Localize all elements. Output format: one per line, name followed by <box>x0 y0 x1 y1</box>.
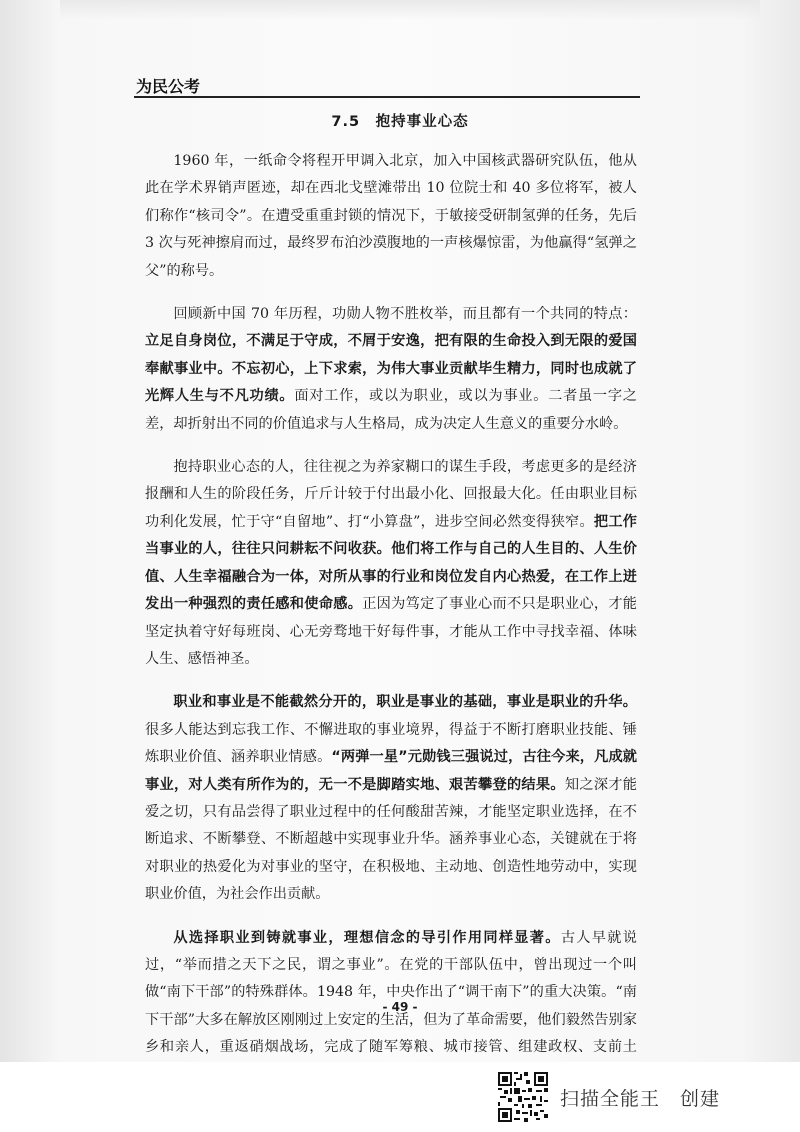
body-text <box>145 148 637 1132</box>
paragraph-4-text-a: 很多人能达到忘我工作、不懈进取的事业境界，得益于不断打磨职业技能、锤炼职业价值、涵养职业情感。 <box>145 721 637 766</box>
running-header: 为民公考 <box>136 77 201 96</box>
paragraph-2-bold: 立足自身岗位，不满足于守成，不屑于安逸，把有限的生命投入到无限的爱国奉献事业中。不忘初心，上下求索，为伟大事业贡献毕生精力，同时也成就了光辉人生与不凡功绩。 <box>145 333 637 405</box>
section-title: 7.5 抱持事业心态 <box>331 114 469 130</box>
header-rule <box>134 96 640 98</box>
paragraph-2 <box>145 301 637 438</box>
paragraph-2-text-b: 面对工作，或以为职业，或以为事业。二者虽一字之差，却折射出不同的价值追求与人生格局，成为决定人生意义的重要分水岭。 <box>145 388 637 432</box>
paragraph-5-text: 古人早就说过，“举而措之天下之民，谓之事业”。在党的干部队伍中，曾出现过一个叫做“南下干部”的特殊群体。1948 年，中央作出了“调干南下”的重大决策。“南下干部”大多在解放区刚刚过上安定的生活，但为了革命需要，他们毅然告别家乡和亲人，重返硝烟战场，完成了随军筹粮、城市接管、组建政权、支前土 <box>145 929 637 1056</box>
paragraph-3-text-b: 正因为笃定了事业心而不只是职业心，才能坚定执着守好每班岗、心无旁骛地干好每件事，才能从工作中寻找幸福、体味人生、感悟神圣。 <box>145 596 637 667</box>
paragraph-3 <box>145 454 637 673</box>
paragraph-2-text-a: 回顾新中国 70 年历程，功勋人物不胜枚举，而且都有一个共同的特点： <box>173 306 637 323</box>
paragraph-3-bold: 把工作当事业的人，往往只问耕耘不问收获。他们将工作与自己的人生目的、人生价值、人生幸福融合为一体，对所从事的行业和岗位发自内心热爱，在工作上迸发出一种强烈的责任感和使命感。 <box>145 513 637 613</box>
paragraph-4 <box>145 689 637 908</box>
paragraph-5-bold: 从选择职业到铸就事业，理想信念的导引作用同样显著。 <box>173 929 561 946</box>
scan-shadow <box>60 0 760 20</box>
paragraph-1 <box>145 148 637 285</box>
paragraph-4-bold-b: “两弹一星”元勋钱三强说过，古往今来，凡成就事业，对人类有所作为的，无一不是脚踏实地、艰苦攀登的结果。 <box>145 749 637 793</box>
paragraph-4-bold-a: 职业和事业是不能截然分开的，职业是事业的基础，事业是职业的升华。 <box>173 694 637 711</box>
paragraph-3-text-a: 抱持职业心态的人，往往视之为养家糊口的谋生手段，考虑更多的是经济报酬和人生的阶段任务，斤斤计较于付出最小化、回报最大化。任由职业目标功利化发展，忙于守“自留地”、打“小算盘”，进步空间必然变得狭窄。 <box>145 459 637 530</box>
page-number: - 49 - <box>382 1000 418 1014</box>
qr-code-icon <box>498 1072 548 1122</box>
paragraph-4-text-b: 知之深才能爱之切，只有品尝得了职业过程中的任何酸甜苦辣，才能坚定职业选择，在不断追求、不断攀登、不断超越中实现事业升华。涵养事业心态，关键就在于将对职业的热爱化为对事业的坚守，在积极地、主动地、创造性地劳动中，实现职业价值，为社会作出贡献。 <box>145 776 637 903</box>
scanner-watermark: 扫描全能王 创建 <box>560 1088 721 1110</box>
paragraph-1-text: 1960 年，一纸命令将程开甲调入北京，加入中国核武器研究队伍，他从此在学术界销声匿迹，却在西北戈壁滩带出 10 位院士和 40 多位将军，被人们称作“核司令”。在遭受重重封锁的情况下，于敏接受研制氢弹的任务，先后 3 次与死神擦肩而过，最终罗布泊沙漠腹地的一声核爆惊雷，为他赢得“氢弹之父”的称号。 <box>145 153 637 279</box>
